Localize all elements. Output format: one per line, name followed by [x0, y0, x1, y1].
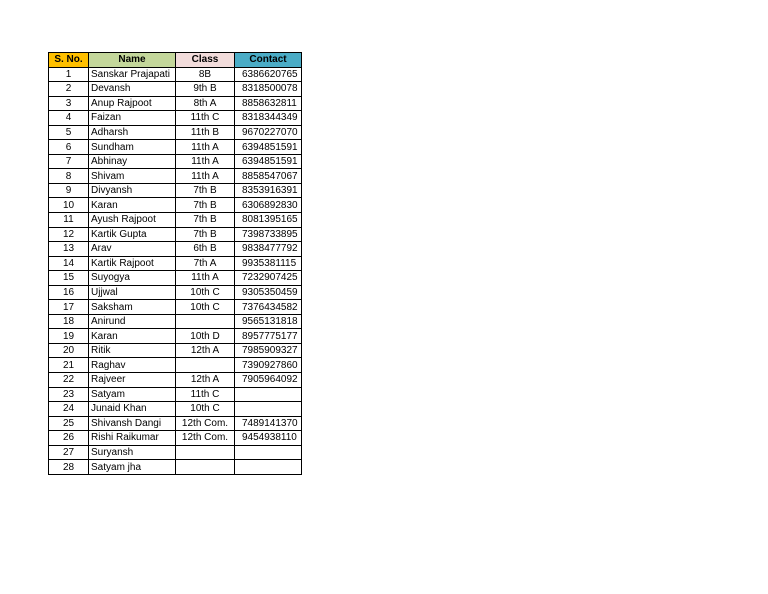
cell-class[interactable]	[176, 460, 235, 475]
cell-sno[interactable]: 14	[49, 256, 89, 271]
cell-contact[interactable]: 8353916391	[235, 183, 302, 198]
cell-class[interactable]: 7th B	[176, 213, 235, 228]
cell-contact[interactable]: 7905964092	[235, 373, 302, 388]
cell-sno[interactable]: 19	[49, 329, 89, 344]
cell-sno[interactable]: 9	[49, 183, 89, 198]
cell-name[interactable]: Faizan	[89, 111, 176, 126]
cell-name[interactable]: Kartik Gupta	[89, 227, 176, 242]
cell-name[interactable]: Shivam	[89, 169, 176, 184]
cell-contact[interactable]	[235, 402, 302, 417]
cell-sno[interactable]: 21	[49, 358, 89, 373]
header-row	[49, 53, 302, 68]
cell-class[interactable]: 10th C	[176, 300, 235, 315]
cell-name[interactable]: Shivansh Dangi	[89, 416, 176, 431]
cell-class[interactable]: 11th C	[176, 387, 235, 402]
table-row	[49, 402, 302, 417]
cell-contact[interactable]	[235, 460, 302, 475]
table-row	[49, 140, 302, 155]
cell-sno[interactable]: 25	[49, 416, 89, 431]
cell-name[interactable]: Karan	[89, 198, 176, 213]
cell-name[interactable]: Ayush Rajpoot	[89, 213, 176, 228]
cell-contact[interactable]: 9565131818	[235, 314, 302, 329]
cell-name[interactable]: Saksham	[89, 300, 176, 315]
table-body	[49, 67, 302, 474]
cell-sno[interactable]: 6	[49, 140, 89, 155]
cell-contact[interactable]: 8858632811	[235, 96, 302, 111]
cell-contact[interactable]: 6394851591	[235, 154, 302, 169]
header-contact: Contact	[235, 53, 302, 68]
cell-class[interactable]: 11th B	[176, 125, 235, 140]
cell-name[interactable]: Divyansh	[89, 183, 176, 198]
cell-contact[interactable]: 9454938110	[235, 431, 302, 446]
cell-class[interactable]: 10th C	[176, 285, 235, 300]
header-name: Name	[89, 53, 176, 68]
cell-name[interactable]: Anirund	[89, 314, 176, 329]
student-contact-table	[48, 52, 302, 475]
cell-class[interactable]: 7th A	[176, 256, 235, 271]
cell-class[interactable]: 12th A	[176, 373, 235, 388]
cell-contact[interactable]: 7985909327	[235, 343, 302, 358]
cell-contact[interactable]: 9935381115	[235, 256, 302, 271]
cell-name[interactable]: Suryansh	[89, 445, 176, 460]
cell-sno[interactable]: 13	[49, 242, 89, 257]
cell-sno[interactable]: 24	[49, 402, 89, 417]
cell-contact[interactable]: 6394851591	[235, 140, 302, 155]
cell-contact[interactable]	[235, 445, 302, 460]
cell-sno[interactable]: 3	[49, 96, 89, 111]
cell-contact[interactable]: 8318500078	[235, 82, 302, 97]
cell-sno[interactable]: 10	[49, 198, 89, 213]
table-row	[49, 343, 302, 358]
cell-contact[interactable]	[235, 387, 302, 402]
cell-sno[interactable]: 2	[49, 82, 89, 97]
cell-sno[interactable]: 20	[49, 343, 89, 358]
cell-name[interactable]: Rajveer	[89, 373, 176, 388]
cell-name[interactable]: Devansh	[89, 82, 176, 97]
cell-class[interactable]: 11th A	[176, 140, 235, 155]
table-row	[49, 183, 302, 198]
cell-sno[interactable]: 23	[49, 387, 89, 402]
cell-contact[interactable]: 7489141370	[235, 416, 302, 431]
cell-class[interactable]: 11th A	[176, 169, 235, 184]
cell-contact[interactable]: 7376434582	[235, 300, 302, 315]
cell-contact[interactable]: 6306892830	[235, 198, 302, 213]
cell-sno[interactable]: 28	[49, 460, 89, 475]
cell-name[interactable]: Arav	[89, 242, 176, 257]
cell-class[interactable]: 12th Com.	[176, 416, 235, 431]
cell-sno[interactable]: 27	[49, 445, 89, 460]
cell-name[interactable]: Adharsh	[89, 125, 176, 140]
cell-sno[interactable]: 17	[49, 300, 89, 315]
cell-class[interactable]	[176, 445, 235, 460]
cell-name[interactable]: Abhinay	[89, 154, 176, 169]
cell-class[interactable]	[176, 358, 235, 373]
table-row	[49, 242, 302, 257]
cell-sno[interactable]: 22	[49, 373, 89, 388]
cell-class[interactable]: 8B	[176, 67, 235, 82]
cell-contact[interactable]: 7398733895	[235, 227, 302, 242]
cell-name[interactable]: Karan	[89, 329, 176, 344]
cell-class[interactable]: 10th D	[176, 329, 235, 344]
table-row	[49, 285, 302, 300]
table-row	[49, 329, 302, 344]
cell-sno[interactable]: 4	[49, 111, 89, 126]
table-row	[49, 445, 302, 460]
cell-name[interactable]: Sanskar Prajapati	[89, 67, 176, 82]
cell-sno[interactable]: 12	[49, 227, 89, 242]
cell-class[interactable]: 8th A	[176, 96, 235, 111]
cell-class[interactable]: 7th B	[176, 198, 235, 213]
cell-class[interactable]: 11th A	[176, 154, 235, 169]
cell-contact[interactable]: 7390927860	[235, 358, 302, 373]
table-row	[49, 300, 302, 315]
table-row	[49, 387, 302, 402]
cell-name[interactable]: Anup Rajpoot	[89, 96, 176, 111]
cell-sno[interactable]: 5	[49, 125, 89, 140]
cell-class[interactable]: 7th B	[176, 183, 235, 198]
table-row	[49, 111, 302, 126]
table-row	[49, 125, 302, 140]
table-row	[49, 96, 302, 111]
table-row	[49, 358, 302, 373]
cell-name[interactable]: Rishi Raikumar	[89, 431, 176, 446]
cell-class[interactable]: 11th A	[176, 271, 235, 286]
table-row	[49, 256, 302, 271]
cell-sno[interactable]: 18	[49, 314, 89, 329]
table-row	[49, 460, 302, 475]
table-row	[49, 67, 302, 82]
cell-sno[interactable]: 1	[49, 67, 89, 82]
table-row	[49, 227, 302, 242]
cell-class[interactable]: 11th C	[176, 111, 235, 126]
cell-contact[interactable]: 8081395165	[235, 213, 302, 228]
cell-name[interactable]: Satyam	[89, 387, 176, 402]
table-row	[49, 169, 302, 184]
cell-name[interactable]: Ritik	[89, 343, 176, 358]
cell-contact[interactable]: 9670227070	[235, 125, 302, 140]
cell-name[interactable]: Ujjwal	[89, 285, 176, 300]
cell-contact[interactable]: 8858547067	[235, 169, 302, 184]
cell-sno[interactable]: 26	[49, 431, 89, 446]
table-row	[49, 213, 302, 228]
table-row	[49, 314, 302, 329]
cell-contact[interactable]: 7232907425	[235, 271, 302, 286]
table-row	[49, 271, 302, 286]
cell-sno[interactable]: 16	[49, 285, 89, 300]
cell-class[interactable]: 12th A	[176, 343, 235, 358]
cell-contact[interactable]: 9838477792	[235, 242, 302, 257]
header-class: Class	[176, 53, 235, 68]
cell-class[interactable]	[176, 314, 235, 329]
cell-sno[interactable]: 7	[49, 154, 89, 169]
table-row	[49, 198, 302, 213]
cell-name[interactable]: Raghav	[89, 358, 176, 373]
cell-name[interactable]: Suyogya	[89, 271, 176, 286]
cell-class[interactable]: 9th B	[176, 82, 235, 97]
cell-contact[interactable]: 9305350459	[235, 285, 302, 300]
cell-class[interactable]: 6th B	[176, 242, 235, 257]
table-row	[49, 373, 302, 388]
cell-class[interactable]: 7th B	[176, 227, 235, 242]
cell-name[interactable]: Sundham	[89, 140, 176, 155]
cell-sno[interactable]: 15	[49, 271, 89, 286]
cell-contact[interactable]: 8957775177	[235, 329, 302, 344]
table-row	[49, 416, 302, 431]
cell-contact[interactable]: 6386620765	[235, 67, 302, 82]
cell-sno[interactable]: 8	[49, 169, 89, 184]
cell-contact[interactable]: 8318344349	[235, 111, 302, 126]
cell-class[interactable]: 10th C	[176, 402, 235, 417]
table-row	[49, 154, 302, 169]
cell-name[interactable]: Junaid Khan	[89, 402, 176, 417]
cell-name[interactable]: Satyam jha	[89, 460, 176, 475]
cell-class[interactable]: 12th Com.	[176, 431, 235, 446]
table-row	[49, 431, 302, 446]
cell-sno[interactable]: 11	[49, 213, 89, 228]
table-row	[49, 82, 302, 97]
header-sno: S. No.	[49, 53, 89, 68]
cell-name[interactable]: Kartik Rajpoot	[89, 256, 176, 271]
